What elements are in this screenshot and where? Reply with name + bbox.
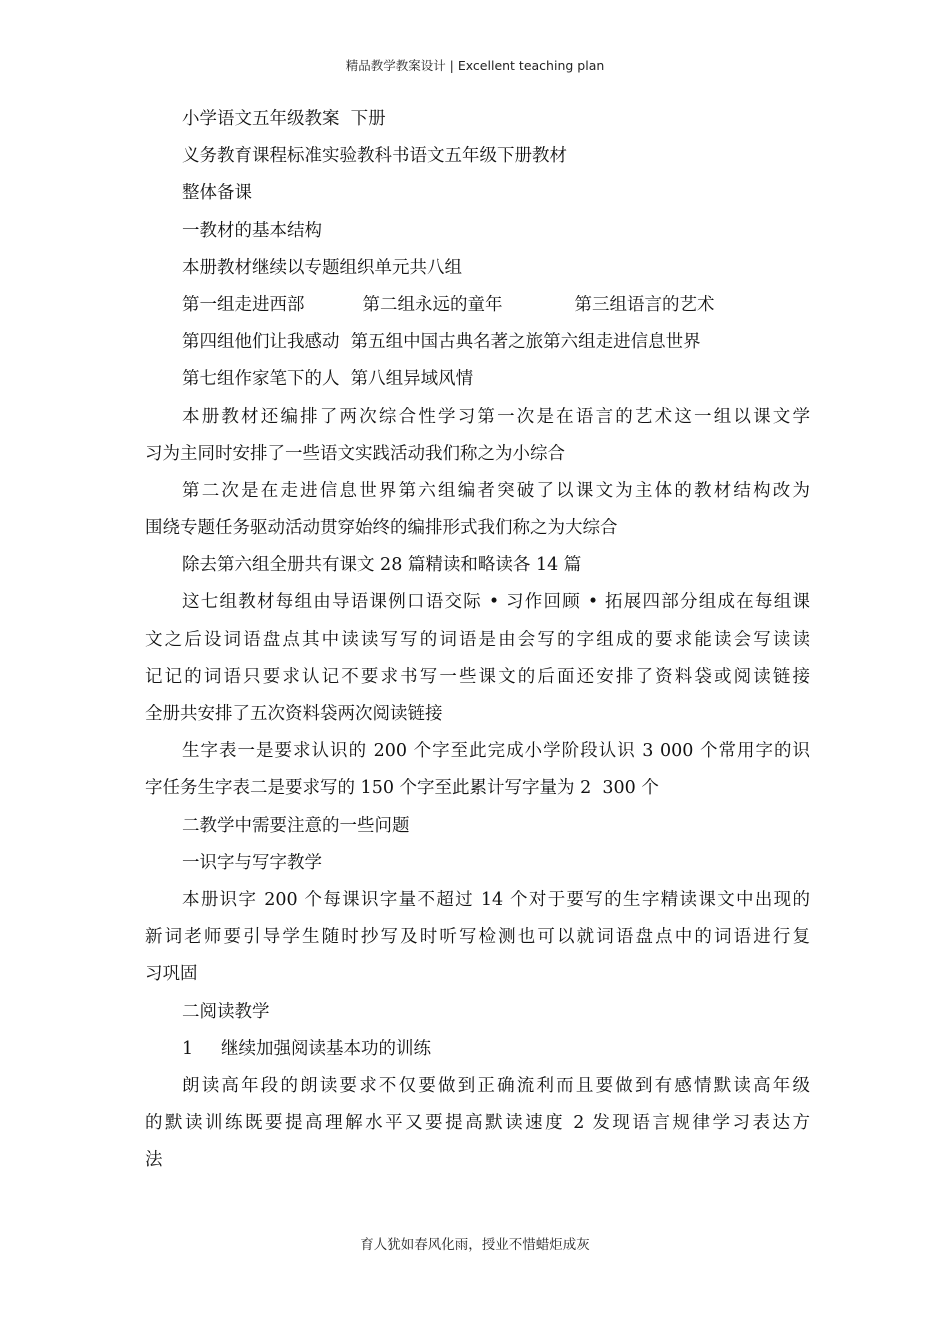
unit-list-row: [145, 287, 810, 324]
paragraph-line: 这七组教材每组由导语课例口语交际 • 习作回顾 • 拓展四部分组成在每组课: [182, 592, 810, 613]
paragraph-line: 新词老师要引导学生随时抄写及时听写检测也可以就词语盘点中的词语进行复: [145, 927, 810, 948]
unit-item: 第二组永远的童年: [362, 294, 503, 315]
paragraph-line: 本册教材继续以专题组织单元共八组: [182, 257, 462, 278]
doc-subtitle: 义务教育课程标准实验教科书语文五年级下册教材: [182, 146, 567, 167]
unit-item: 第一组走进西部: [182, 294, 305, 315]
paragraph-line: 生字表一是要求认识的 200 个字至此完成小学阶段认识 3 000 个常用字的识: [182, 741, 810, 762]
section-heading: 二阅读教学: [182, 1001, 270, 1022]
unit-list-row: 第四组他们让我感动 第五组中国古典名著之旅第六组走进信息世界: [182, 332, 701, 353]
paragraph-line: 习巩固: [145, 964, 198, 985]
paragraph-line: 文之后设词语盘点其中读读写写的词语是由会写的字组成的要求能读会写读读: [145, 629, 810, 650]
doc-title: 小学语文五年级教案 下册: [182, 109, 386, 129]
unit-item: 第三组语言的艺术: [574, 294, 715, 315]
unit-list-row: 第七组作家笔下的人 第八组异域风情: [182, 369, 474, 390]
paragraph-line: 围绕专题任务驱动活动贯穿始终的编排形式我们称之为大综合: [145, 518, 618, 539]
section-heading: 整体备课: [182, 183, 252, 204]
page-header: 精品教学教案设计 | Excellent teaching plan: [345, 58, 605, 73]
document-body: [145, 101, 810, 1179]
paragraph-line: 朗读高年段的朗读要求不仅要做到正确流利而且要做到有感情默读高年级: [182, 1075, 810, 1096]
paragraph-line: 习为主同时安排了一些语文实践活动我们称之为小综合: [145, 443, 565, 464]
paragraph-line: 第二次是在走进信息世界第六组编者突破了以课文为主体的教材结构改为: [182, 480, 810, 501]
paragraph-line: 本册识字 200 个每课识字量不超过 14 个对于要写的生字精读课文中出现的: [182, 889, 810, 910]
section-heading: 一教材的基本结构: [182, 220, 322, 241]
paragraph-line: 本册教材还编排了两次综合性学习第一次是在语言的艺术这一组以课文学: [182, 406, 810, 427]
paragraph-line: 全册共安排了五次资料袋两次阅读链接: [145, 704, 443, 724]
paragraph-line: 字任务生字表二是要求写的 150 个字至此累计写字量为 2 300 个: [145, 778, 659, 799]
section-heading: 1 继续加强阅读基本功的训练: [182, 1038, 431, 1059]
section-heading: 一识字与写字教学: [182, 852, 322, 873]
page-footer: 育人犹如春风化雨，授业不惜蜡炬成灰: [360, 1237, 590, 1253]
section-heading: 二教学中需要注意的一些问题: [182, 815, 410, 836]
paragraph-line: 记记的词语只要求认记不要求书写一些课文的后面还安排了资料袋或阅读链接: [145, 666, 810, 687]
paragraph-line: 除去第六组全册共有课文 28 篇精读和略读各 14 篇: [182, 555, 582, 576]
paragraph-line: 法: [145, 1150, 163, 1171]
paragraph-line: 的默读训练既要提高理解水平又要提高默读速度 2 发现语言规律学习表达方: [145, 1113, 810, 1134]
